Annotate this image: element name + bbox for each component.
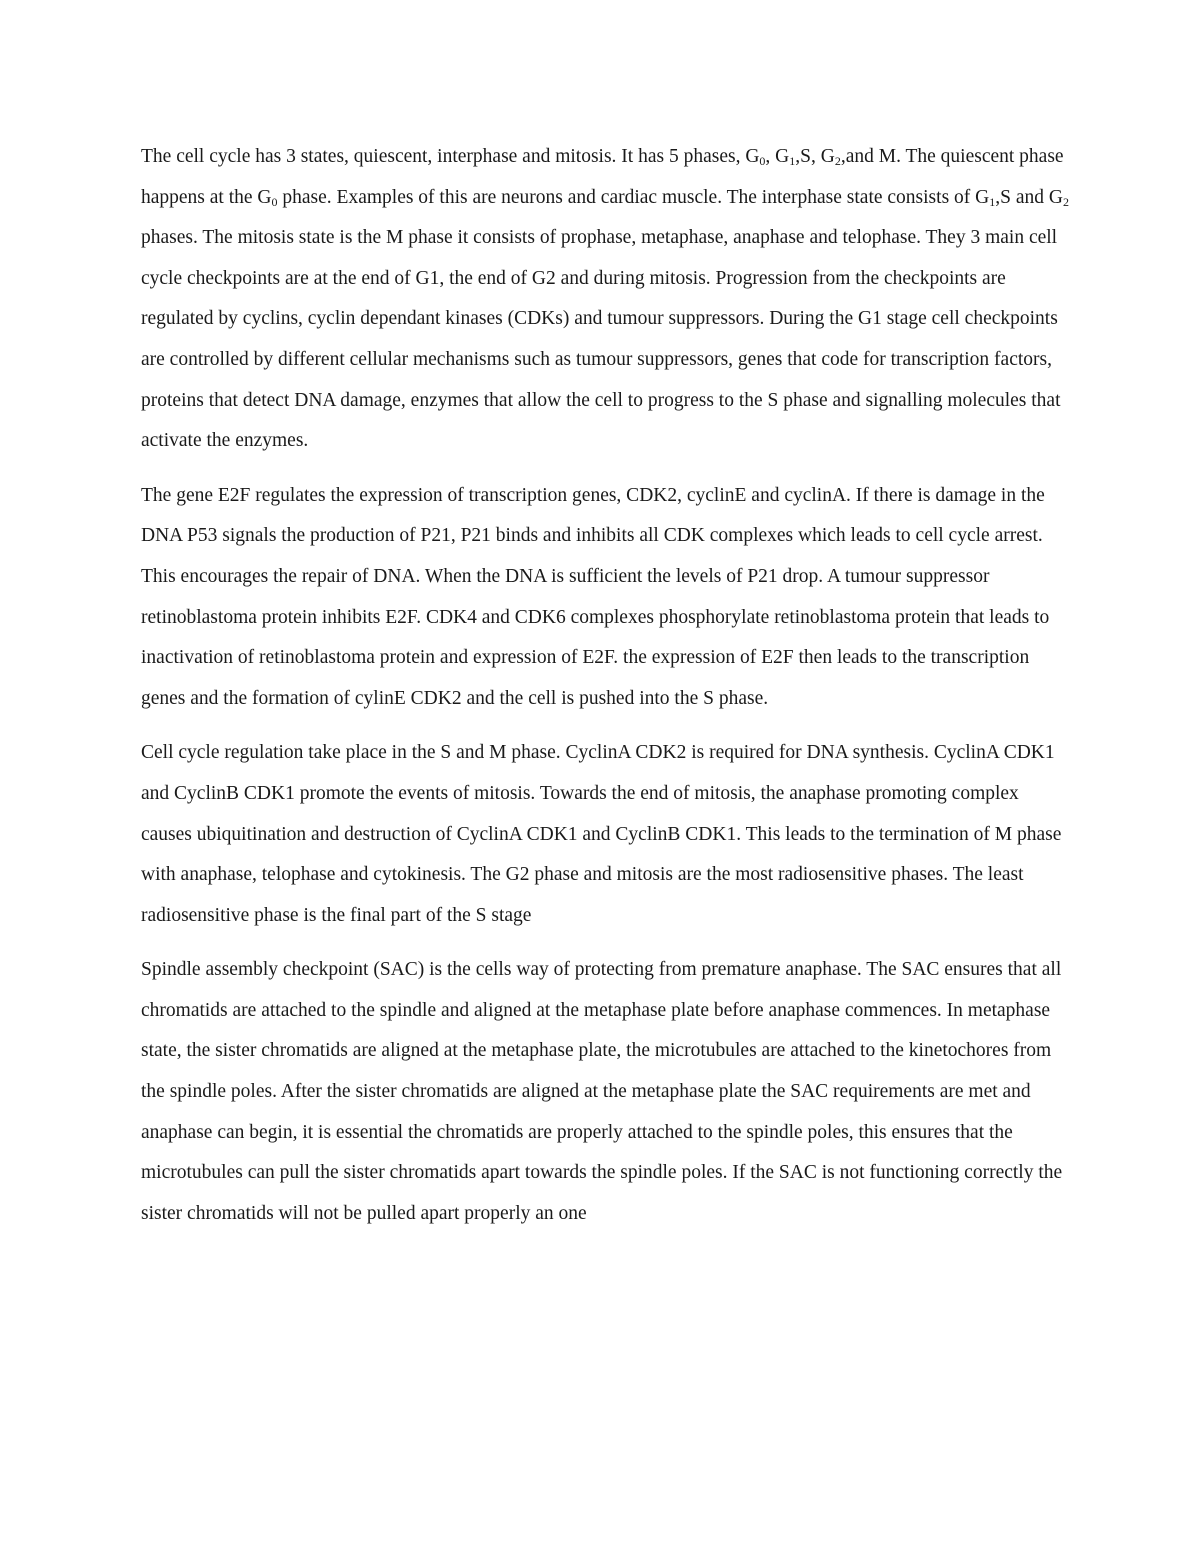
document-body [141, 137, 1071, 1248]
paragraph-spindle-assembly-checkpoint: Spindle assembly checkpoint (SAC) is the cells way of protecting from premature anaphase. The SAC ensures that all chromatids are attached to the spindle and aligned at the metaphase plate before anaphase commences. In metaphase state, the sister chromatids are aligned at the metaphase plate, the microtubules are attached to the kinetochores from the spindle poles. After the sister chromatids are aligned at the metaphase plate the SAC requirements are met and anaphase can begin, it is essential the chromatids are properly attached to the spindle poles, this ensures that the microtubules can pull the sister chromatids apart towards the spindle poles. If the SAC is not functioning correctly the sister chromatids will not be pulled apart properly an one [141, 959, 1063, 1224]
paragraph-e2f-regulation: The gene E2F regulates the expression of transcription genes, CDK2, cyclinE and cyclinA. If there is damage in the DNA P53 signals the production of P21, P21 binds and inhibits all CDK complexes which leads to cell cycle arrest. This encourages the repair of DNA. When the DNA is sufficient the levels of P21 drop. A tumour suppressor retinoblastoma protein inhibits E2F. CDK4 and CDK6 complexes phosphorylate retinoblastoma protein that leads to inactivation of retinoblastoma protein and expression of E2F. the expression of E2F then leads to the transcription genes and the formation of cylinE CDK2 and the cell is pushed into the S phase. [141, 484, 1050, 709]
paragraph-s-m-phase-regulation: Cell cycle regulation take place in the S and M phase. CyclinA CDK2 is required for DNA synthesis. CyclinA CDK1 and CyclinB CDK1 promote the events of mitosis. Towards the end of mitosis, the anaphase promoting complex causes ubiquitination and destruction of CyclinA CDK1 and CyclinB CDK1. This leads to the termination of M phase with anaphase, telophase and cytokinesis. The G2 phase and mitosis are the most radiosensitive phases. The least radiosensitive phase is the final part of the S stage [141, 742, 1062, 926]
paragraph-cell-cycle-states: The cell cycle has 3 states, quiescent, interphase and mitosis. It has 5 phases, $G_0$, $G_1,S$, $G_2,and$ M. The quiescent phase happens at the $G_0$ phase. Examples of this are neurons and cardiac muscle. The interphase state consists of $G_1,S$ and $G_2$ phases. The mitosis state is the M phase it consists of prophase, metaphase, anaphase and telophase. They 3 main cell cycle checkpoints are at the end of G1, the end of G2 and during mitosis. Progression from the checkpoints are regulated by cyclins, cyclin dependant kinases (CDKs) and tumour suppressors. During the G1 stage cell checkpoints are controlled by different cellular mechanisms such as tumour suppressors, genes that code for transcription factors, proteins that detect DNA damage, enzymes that allow the cell to progress to the S phase and signalling molecules that activate the enzymes. [141, 146, 1069, 452]
